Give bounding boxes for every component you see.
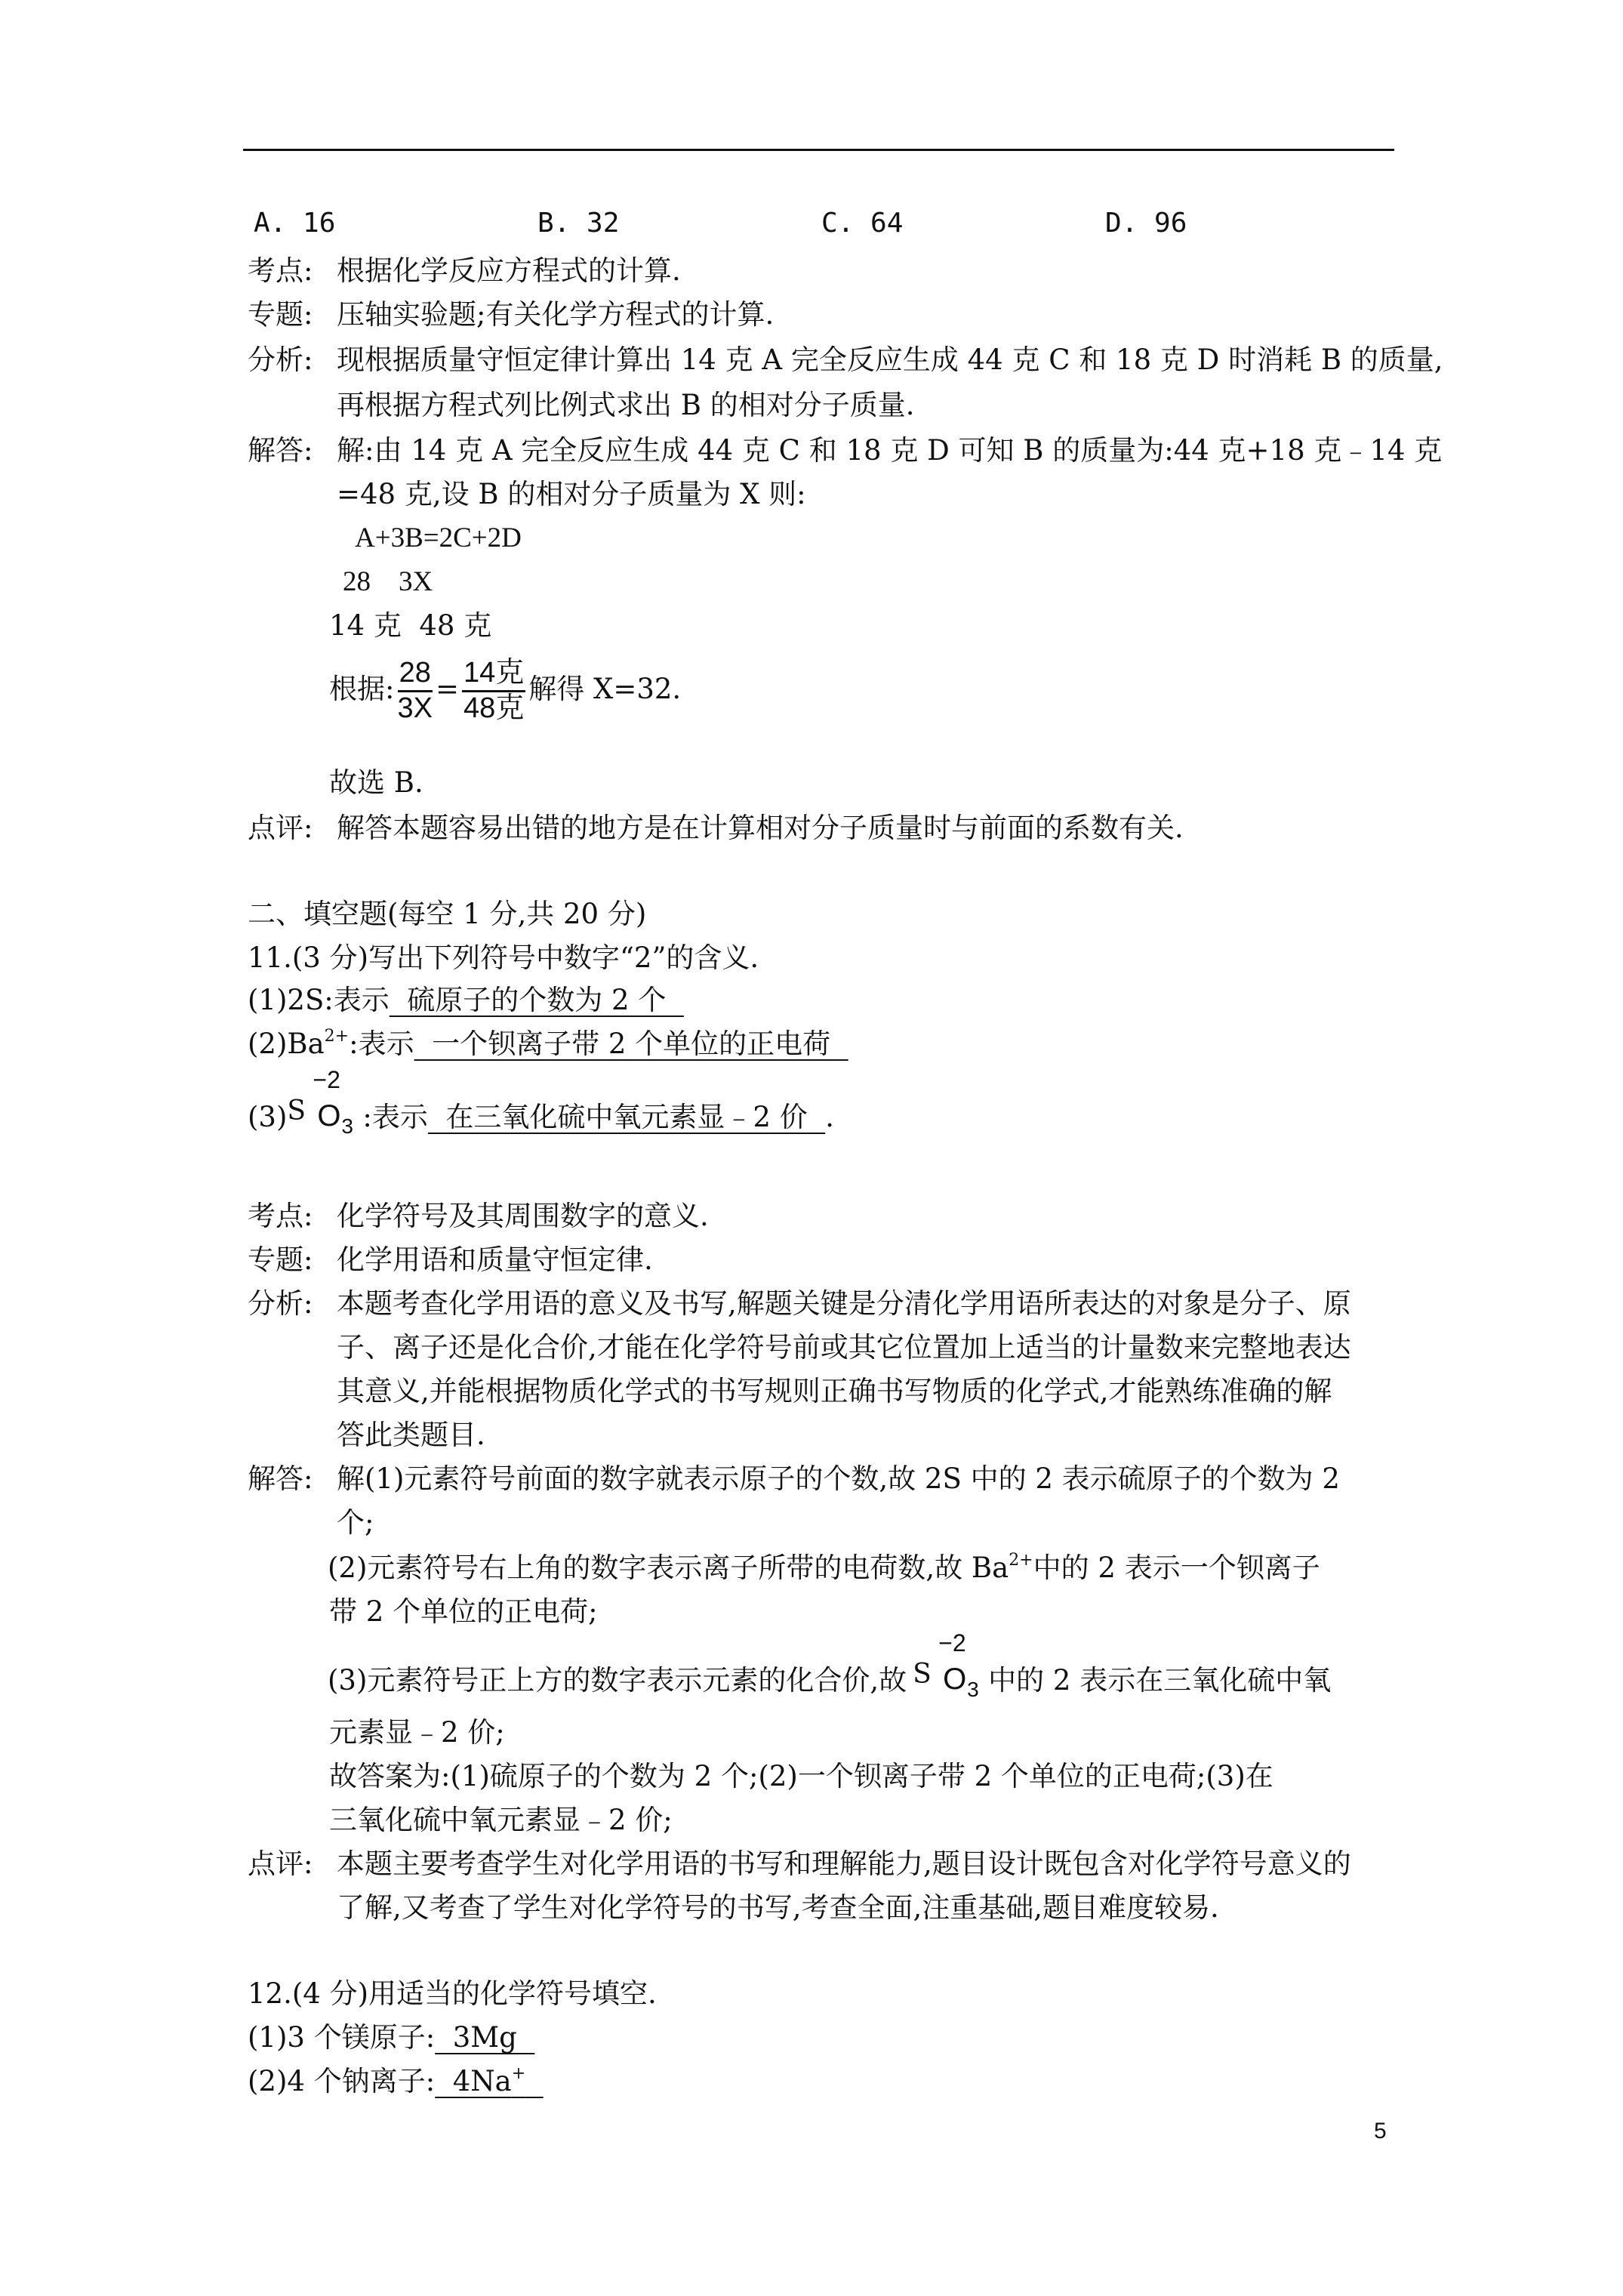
q11-stem: 11.(3 分)写出下列符号中数字“2”的含义. (248, 942, 759, 974)
q10-molar-row: 28 3X (343, 566, 433, 597)
option-d: D. 96 (1105, 208, 1187, 239)
q10-proportion: 根据: $\frac{28}{3X}$ = $\frac{\text{14克}}{\text{48克}}$ 解得 X=32. (329, 657, 682, 724)
q11-fenxi-line4: 答此类题目. (337, 1419, 485, 1451)
q11-jieda-line4: 带 2 个单位的正电荷; (329, 1595, 598, 1628)
q11-item-2: $(2)Ba^{2+}$:表示 一个钡离子带 2 个单位的正电荷 (248, 1027, 848, 1060)
q11-jieda-line2: 个; (337, 1506, 374, 1539)
label-jieda: 解答: (248, 1462, 313, 1495)
q12-item-1: (1)3 个镁原子: 3Mg (248, 2021, 535, 2054)
q11-dianping: 点评: 本题主要考查学生对化学用语的书写和理解能力,题目设计既包含对化学符号意义的 (248, 1848, 1351, 1880)
answer-blank: 硫原子的个数为 2 个 (389, 984, 684, 1016)
q10-fenxi: 分析: 现根据质量守恒定律计算出 14 克 A 完全反应生成 44 克 C 和 18 克 D 时消耗 B 的质量, (248, 344, 1443, 376)
label-kaodian: 考点: (248, 254, 313, 287)
q10-dianping: 点评: 解答本题容易出错的地方是在计算相对分子质量时与前面的系数有关. (248, 812, 1184, 844)
label-fenxi: 分析: (248, 344, 313, 376)
q10-choice: 故选 B. (329, 766, 423, 799)
answer-blank: 一个钡离子带 2 个单位的正电荷 (414, 1028, 848, 1060)
q11-jieda-line7: 故答案为:(1)硫原子的个数为 2 个;(2)一个钡离子带 2 个单位的正电荷;(3)在 (329, 1760, 1273, 1792)
page-number: 5 (1374, 2119, 1387, 2143)
label-zhuanti: 专题: (248, 298, 313, 331)
q11-jieda-line5: (3)元素符号正上方的数字表示元素的化合价,故 S −2 O 3 中的 2 表示在三氧化硫中氧 (328, 1629, 1332, 1701)
q11-fenxi-line2: 子、离子还是化合价,才能在化学符号前或其它位置加上适当的计量数来完整地表达 (337, 1331, 1351, 1364)
fraction-molar: $\frac{28}{3X}$ (397, 657, 433, 724)
q11-kaodian: 考点: 化学符号及其周围数字的意义. (248, 1200, 709, 1232)
answer-blank: 4Na+ (435, 2064, 526, 2097)
q12-item-2: (2)4 个钠离子: 4Na+ (248, 2067, 544, 2095)
label-dianping: 点评: (248, 1848, 313, 1880)
label-dianping: 点评: (248, 812, 313, 844)
so3-valence-symbol: S −2 O 3 (287, 1066, 353, 1138)
option-a: A. 16 (254, 208, 336, 239)
answer-blank: 3Mg (435, 2021, 535, 2054)
q10-zhuanti: 专题: 压轴实验题;有关化学方程式的计算. (248, 298, 775, 331)
section-title: 二、填空题(每空 1 分,共 20 分) (248, 898, 647, 930)
label-zhuanti: 专题: (248, 1244, 313, 1276)
option-b: B. 32 (537, 208, 620, 239)
q11-item-3: (3) S −2 O 3 :表示 在三氧化硫中氧元素显﹣2 价 . (248, 1066, 835, 1138)
q10-jieda-line2: =48 克,设 B 的相对分子质量为 X 则: (337, 478, 806, 510)
q11-fenxi-line3: 其意义,并能根据物质化学式的书写规则正确书写物质的化学式,才能熟练准确的解 (337, 1375, 1332, 1407)
q10-fenxi-line2: 再根据方程式列比例式求出 B 的相对分子质量. (337, 389, 915, 421)
so3-valence-symbol: S −2 O 3 (913, 1629, 979, 1701)
fraction-mass: $\frac{\text{14克}}{\text{48克}}$ (463, 657, 525, 724)
q10-equation: A+3B=2C+2D (355, 522, 522, 553)
label-kaodian: 考点: (248, 1200, 313, 1232)
q11-item-1: (1)2S:表示 硫原子的个数为 2 个 (248, 984, 684, 1016)
q11-jieda: 解答: 解(1)元素符号前面的数字就表示原子的个数,故 2S 中的 2 表示硫原子的个数为 2 (248, 1462, 1340, 1495)
label-jieda: 解答: (248, 434, 313, 467)
q11-jieda-line8: 三氧化硫中氧元素显﹣2 价; (329, 1804, 673, 1836)
answer-blank: 在三氧化硫中氧元素显﹣2 价 (427, 1101, 826, 1133)
q11-dianping-line2: 了解,又考查了学生对化学符号的书写,考查全面,注重基础,题目难度较易. (337, 1891, 1219, 1924)
q11-jieda-line6: 元素显﹣2 价; (329, 1716, 505, 1749)
q10-kaodian: 考点: 根据化学反应方程式的计算. (248, 254, 681, 287)
q10-mass-row: 14 克 48 克 (329, 609, 492, 642)
q11-fenxi: 分析: 本题考查化学用语的意义及书写,解题关键是分清化学用语所表达的对象是分子、原 (248, 1287, 1351, 1320)
q10-jieda: 解答: 解:由 14 克 A 完全反应生成 44 克 C 和 18 克 D 可知 B 的质量为:44 克+18 克﹣14 克 (248, 434, 1443, 467)
q12-stem: 12.(4 分)用适当的化学符号填空. (248, 1977, 657, 2010)
option-c: C. 64 (821, 208, 904, 239)
label-fenxi: 分析: (248, 1287, 313, 1320)
header-rule (243, 149, 1394, 151)
q11-zhuanti: 专题: 化学用语和质量守恒定律. (248, 1244, 653, 1276)
q11-jieda-line3: (2)元素符号右上角的数字表示离子所带的电荷数,故 $Ba^{2+}$中的 2 表示一个钡离子 (328, 1551, 1320, 1584)
